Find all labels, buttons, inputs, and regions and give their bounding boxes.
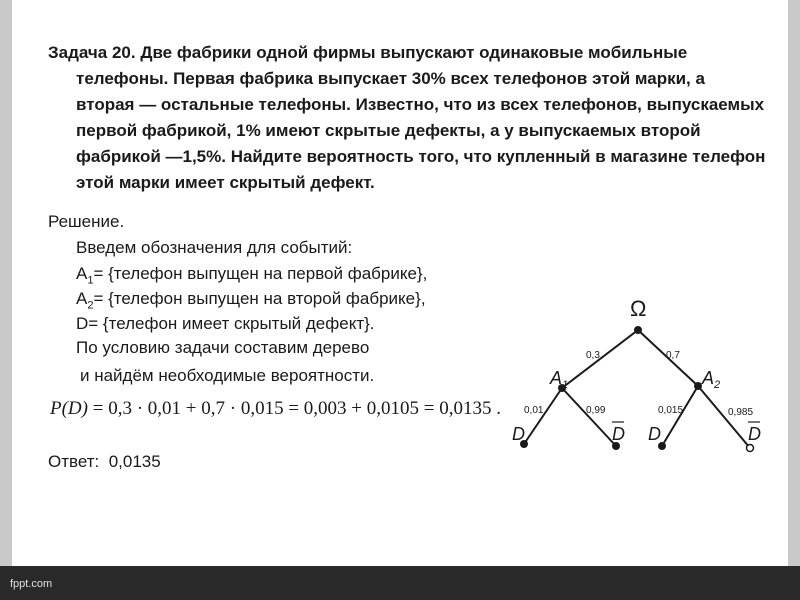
solution-heading: Решение. xyxy=(48,212,125,231)
prob-root-a1: 0,3 xyxy=(586,350,600,361)
task-text: Две фабрики одной фирмы выпускают одинаковые мобильные телефоны. Первая фабрика выпускает 30% всех телефонов этой марки, а вторая — остальные телефоны. Известно, что из всех телефонов, выпускаемых первой фабрикой, 1% имеют скрытые дефекты, а у выпускаемых второй фабрикой —1,5%. Найдите вероятность того, что купленный в магазине телефон этой марки имеет скрытый дефект. xyxy=(76,43,766,192)
leaf-a2-d: D xyxy=(648,424,661,444)
label-a2: $A_2$ xyxy=(702,368,721,391)
answer-label: Ответ: xyxy=(48,452,100,471)
formula-lhs: P(D) xyxy=(50,398,88,419)
leaf-a1-d: D xyxy=(512,424,525,444)
leaf-a1-notd: D xyxy=(612,424,625,444)
probability-formula xyxy=(50,398,501,420)
footer-site: fppt.com xyxy=(10,578,53,590)
prob-root-a2: 0,7 xyxy=(666,350,680,361)
branch-root-a1 xyxy=(562,330,638,388)
node-root xyxy=(634,326,642,334)
task-title: Задача 20. xyxy=(48,43,136,62)
answer-value: 0,0135 xyxy=(108,452,161,471)
tree-intro-line1: По условию задачи составим дерево xyxy=(76,338,370,357)
probability-tree xyxy=(502,290,772,470)
root-label: Ω xyxy=(630,296,647,321)
prob-a1-d: 0,01 xyxy=(524,405,544,416)
event-d-definition: D= {телефон имеет скрытый дефект}. xyxy=(76,314,375,333)
prob-a1-notd: 0,99 xyxy=(586,405,606,416)
formula-rhs: = 0,3 · 0,01 + 0,7 · 0,015 = 0,003 + 0,0105 = 0,0135 . xyxy=(92,398,501,419)
label-a1: $A_1$ xyxy=(550,368,569,391)
branch-a1-notd xyxy=(562,388,616,446)
prob-a2-notd: 0,985 xyxy=(728,407,754,418)
footer-bar xyxy=(0,566,800,600)
event-a1-definition: $A_1=$ {телефон выпущен на первой фабрике}, xyxy=(76,264,428,287)
prob-a2-d: 0,015 xyxy=(658,405,684,416)
leaf-a2-notd: D xyxy=(748,424,761,444)
branch-a1-d xyxy=(524,388,562,444)
tree-intro-line2: и найдём необходимые вероятности. xyxy=(80,366,375,385)
event-a2-definition: $A_2=$ {телефон выпущен на второй фабрике}, xyxy=(76,289,426,312)
task-statement xyxy=(48,40,766,196)
slide xyxy=(12,0,788,566)
answer xyxy=(48,450,161,474)
solution-intro: Введем обозначения для событий: xyxy=(76,238,353,257)
branch-a2-d xyxy=(662,386,698,446)
node-a2-notd xyxy=(747,445,754,452)
node-a2 xyxy=(694,382,702,390)
